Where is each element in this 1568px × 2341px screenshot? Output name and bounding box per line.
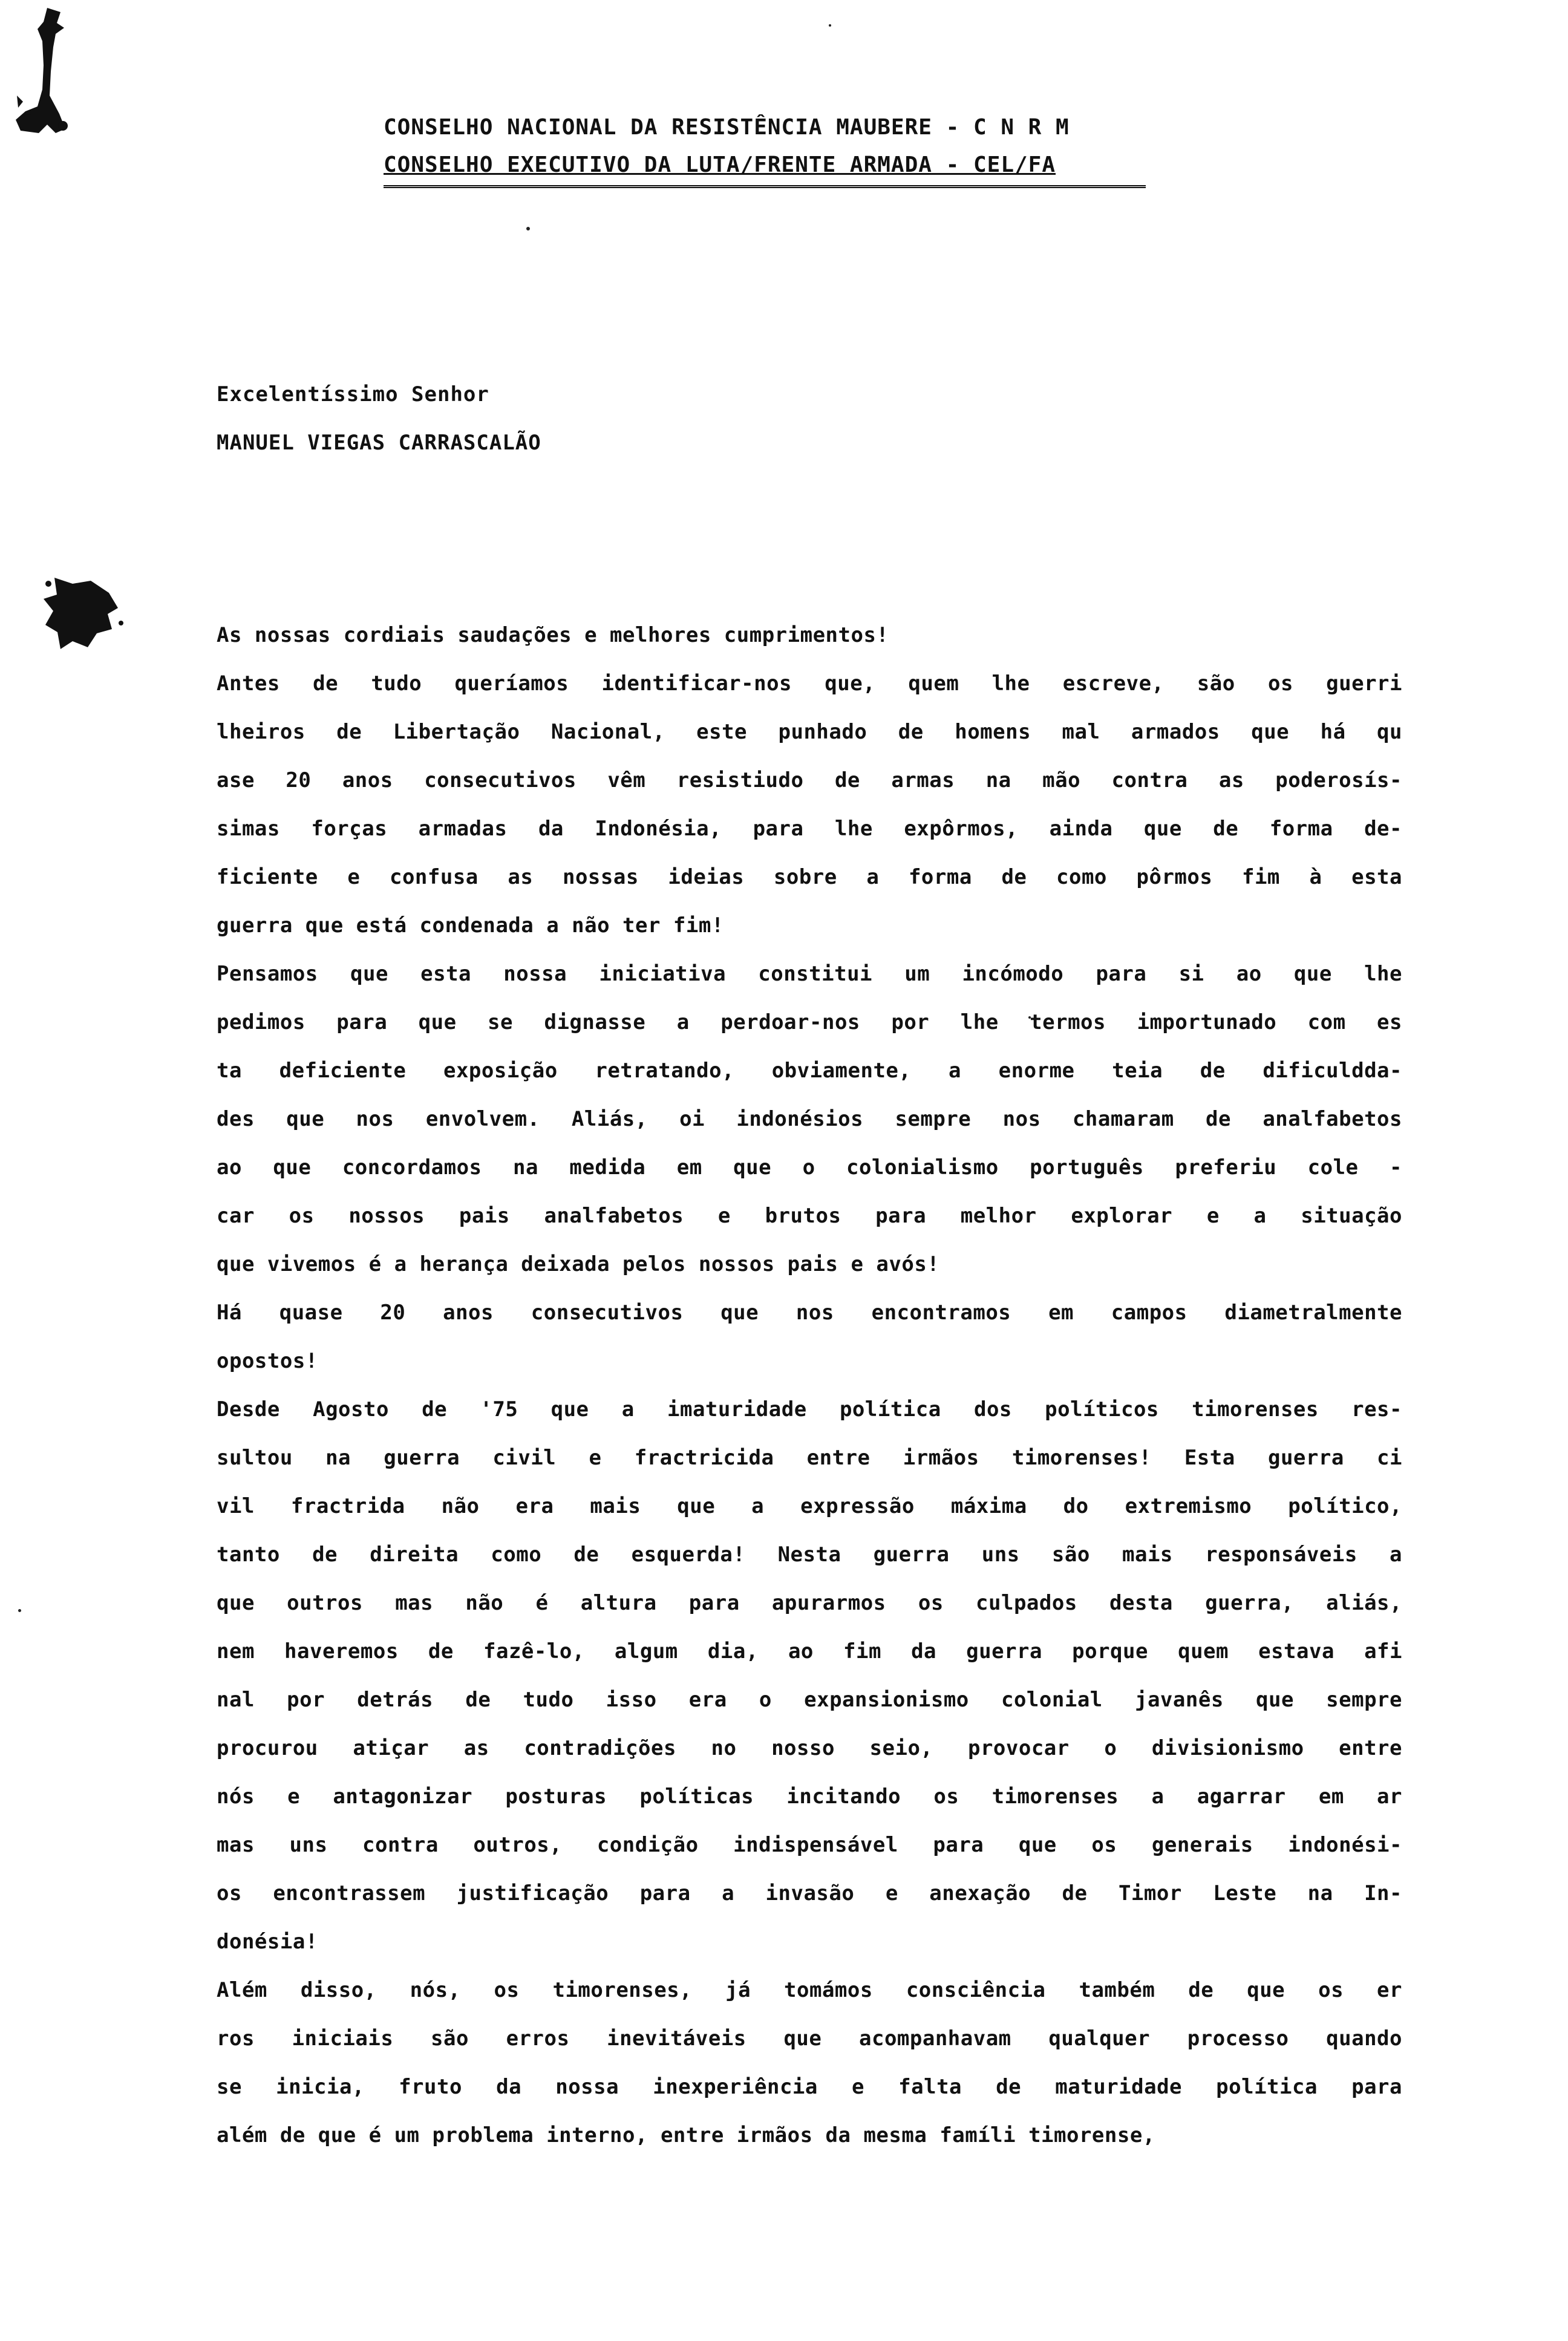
body-line: ta deficiente exposição retratando, obviamente, a enorme teia de dificuldda- [217, 1059, 1402, 1083]
body-line: nem haveremos de fazê-lo, algum dia, ao fim da guerra porque quem estava afi [217, 1639, 1402, 1664]
header-divider [384, 185, 1146, 191]
salutation: Excelentíssimo Senhor [217, 382, 489, 406]
body-line: sultou na guerra civil e fractricida entre irmãos timorenses! Esta guerra ci [217, 1446, 1402, 1470]
body-line: car os nossos pais analfabetos e brutos para melhor explorar e a situação [217, 1204, 1402, 1228]
body-line: Antes de tudo queríamos identificar-nos que, quem lhe escreve, são os guerri [217, 671, 1402, 696]
body-line: lheiros de Libertação Nacional, este punhado de homens mal armados que há qu [217, 720, 1402, 744]
body-line: Há quase 20 anos consecutivos que nos encontramos em campos diametralmente [217, 1301, 1402, 1325]
body-line: vil fractrida não era mais que a expressão máxima do extremismo político, [217, 1494, 1402, 1518]
body-line: nós e antagonizar posturas políticas incitando os timorenses a agarrar em ar [217, 1784, 1402, 1809]
body-line: que vivemos é a herança deixada pelos nossos pais e avós! [217, 1252, 940, 1276]
recipient-name: MANUEL VIEGAS CARRASCALÃO [217, 431, 541, 455]
body-line: opostos! [217, 1349, 318, 1373]
body-line: procurou atiçar as contradições no nosso seio, provocar o divisionismo entre [217, 1736, 1402, 1760]
body-line: Desde Agosto de '75 que a imaturidade política dos políticos timorenses res- [217, 1397, 1402, 1422]
speck [829, 24, 831, 27]
body-line: que outros mas não é altura para apurarmos os culpados desta guerra, aliás, [217, 1591, 1402, 1615]
body-line: ros iniciais são erros inevitáveis que acompanhavam qualquer processo quando [217, 2026, 1402, 2051]
body-line: As nossas cordiais saudações e melhores cumprimentos! [217, 623, 889, 647]
organization-subname: CONSELHO EXECUTIVO DA LUTA/FRENTE ARMADA - CEL/FA [384, 152, 1056, 177]
resistance-emblem-icon [5, 5, 96, 144]
speck [18, 1609, 21, 1612]
speck [526, 227, 530, 230]
body-line: se inicia, fruto da nossa inexperiência e falta de maturidade política para [217, 2075, 1402, 2099]
body-line: tanto de direita como de esquerda! Nesta guerra uns são mais responsáveis a [217, 1543, 1402, 1567]
body-line: Além disso, nós, os timorenses, já tomámos consciência também de que os er [217, 1978, 1402, 2002]
body-line: nal por detrás de tudo isso era o expansionismo colonial javanês que sempre [217, 1688, 1402, 1712]
body-line: des que nos envolvem. Aliás, oi indonésios sempre nos chamaram de analfabetos [217, 1107, 1402, 1131]
letterhead [384, 109, 1170, 191]
body-line: mas uns contra outros, condição indispensável para que os generais indonési- [217, 1833, 1402, 1857]
body-line: ficiente e confusa as nossas ideias sobre a forma de como pôrmos fim à esta [217, 865, 1402, 889]
body-line: ao que concordamos na medida em que o colonialismo português preferiu cole - [217, 1155, 1402, 1180]
body-line: simas forças armadas da Indonésia, para lhe expôrmos, ainda que de forma de- [217, 817, 1402, 841]
letter-body [217, 611, 1402, 2160]
organization-name: CONSELHO NACIONAL DA RESISTÊNCIA MAUBERE - C N R M [384, 115, 1070, 140]
body-line: guerra que está condenada a não ter fim! [217, 913, 724, 938]
ink-blot-icon [36, 566, 127, 656]
body-line: além de que é um problema interno, entre irmãos da mesma famíli timorense, [217, 2123, 1155, 2147]
body-line: Pensamos que esta nossa iniciativa constitui um incómodo para si ao que lhe [217, 962, 1402, 986]
addressee-block [217, 370, 541, 467]
body-line: os encontrassem justificação para a invasão e anexação de Timor Leste na In- [217, 1881, 1402, 1905]
body-line: donésia! [217, 1930, 318, 1954]
body-line: ase 20 anos consecutivos vêm resistiudo de armas na mão contra as poderosís- [217, 768, 1402, 792]
body-line: pedimos para que se dignasse a perdoar-nos por lhe termos importunado com es [217, 1010, 1402, 1034]
